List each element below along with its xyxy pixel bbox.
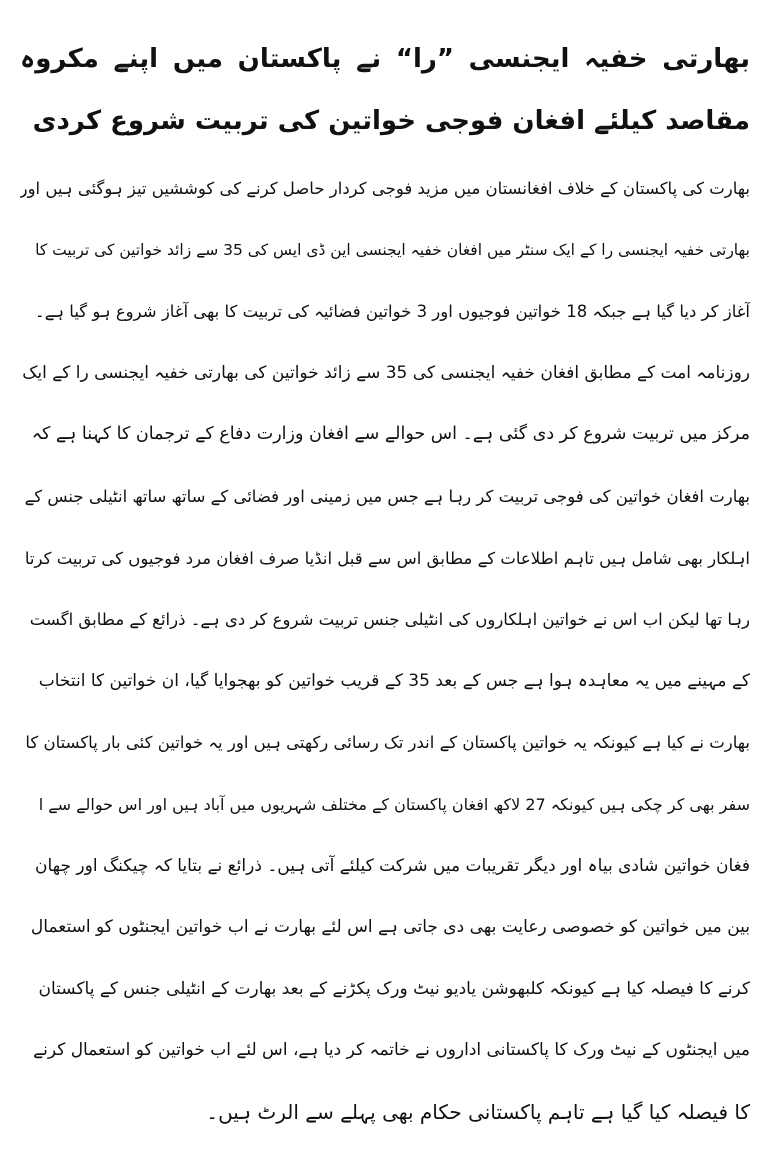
body-line: روزنامہ امت کے مطابق افغان خفیہ ایجنسی کی 35 سے زائد خواتین کی بھارتی خفیہ ایجنسی را کے ایک xyxy=(22,362,750,383)
body-line: کرنے کا فیصلہ کیا ہے کیونکہ کلبھوشن یادیو نیٹ ورک پکڑنے کے بعد بھارت کے انٹیلی جنس کے پاکستان xyxy=(38,978,750,999)
body-line: بھارت نے کیا ہے کیونکہ یہ خواتین پاکستان کے اندر تک رسائی رکھتی ہیں اور یہ خواتین کئی بار پاکستان کا xyxy=(25,733,750,753)
article-body xyxy=(20,152,750,1144)
headline-line-1: بھارتی خفیہ ایجنسی ”را“ نے پاکستان میں اپنے مکروہ مقاصد کیلئے افغان فوجی خواتین کی تربیت xyxy=(20,44,750,136)
body-line: رہا تھا لیکن اب اس نے خواتین اہلکاروں کی انٹیلی جنس تربیت شروع کر دی ہے۔ ذرائع کے مطابق اگست xyxy=(29,610,750,630)
body-line: بھارت افغان خواتین کی فوجی تربیت کر رہا ہے جس میں زمینی اور فضائی کے ساتھ ساتھ انٹیلی جنس کے xyxy=(24,486,750,506)
body-line: آغاز کر دیا گیا ہے جبکہ 18 خواتین فوجیوں اور 3 خواتین فضائیہ کی تربیت کا بھی آغاز شروع ہو گیا ہے۔ xyxy=(35,302,750,322)
body-line: میں ایجنٹوں کے نیٹ ورک کا پاکستانی اداروں نے خاتمہ کر دیا ہے، اس لئے اب خواتین کو استعمال کرنے xyxy=(33,1040,750,1061)
body-line: کا فیصلہ کیا گیا ہے تاہم پاکستانی حکام بھی پہلے سے الرٹ ہیں۔ xyxy=(206,1099,750,1124)
body-line: سفر بھی کر چکی ہیں کیونکہ 27 لاکھ افغان پاکستان کے مختلف شہریوں میں آباد ہیں اور اس حوالے سے ا xyxy=(38,794,750,814)
headline xyxy=(20,0,750,152)
body-line: بھارت کی پاکستان کے خلاف افغانستان میں مزید فوجی کردار حاصل کرنے کی کوششیں تیز ہوگئی ہیں اور xyxy=(20,179,750,198)
body-line: اہلکار بھی شامل ہیں تاہم اطلاعات کے مطابق اس سے قبل انڈیا صرف افغان مرد فوجیوں کی تربیت کرتا xyxy=(24,548,750,568)
body-line: فغان خواتین شادی بیاہ اور دیگر تقریبات میں شرکت کیلئے آتی ہیں۔ ذرائع نے بتایا کہ چیکنگ اور چھان xyxy=(35,855,750,876)
headline-line-2: شروع کردی xyxy=(32,106,186,136)
body-line: بھارتی خفیہ ایجنسی را کے ایک سنٹر میں افغان خفیہ ایجنسی این ڈی ایس کی 35 سے زائد خواتین کی تربیت کا xyxy=(35,240,750,259)
body-line: بین میں خواتین کو خصوصی رعایت بھی دی جاتی ہے اس لئے بھارت نے اب خواتین ایجنٹوں کو استعمال xyxy=(30,917,750,938)
body-line: کے مہینے میں یہ معاہدہ ہوا ہے جس کے بعد 35 کے قریب خواتین کو بھجوایا گیا، ان خواتین کا انتخاب xyxy=(38,670,750,691)
body-line: مرکز میں تربیت شروع کر دی گئی ہے۔ اس حوالے سے افغان وزارت دفاع کے ترجمان کا کہنا ہے کہ xyxy=(31,424,750,445)
news-article xyxy=(20,0,750,1144)
